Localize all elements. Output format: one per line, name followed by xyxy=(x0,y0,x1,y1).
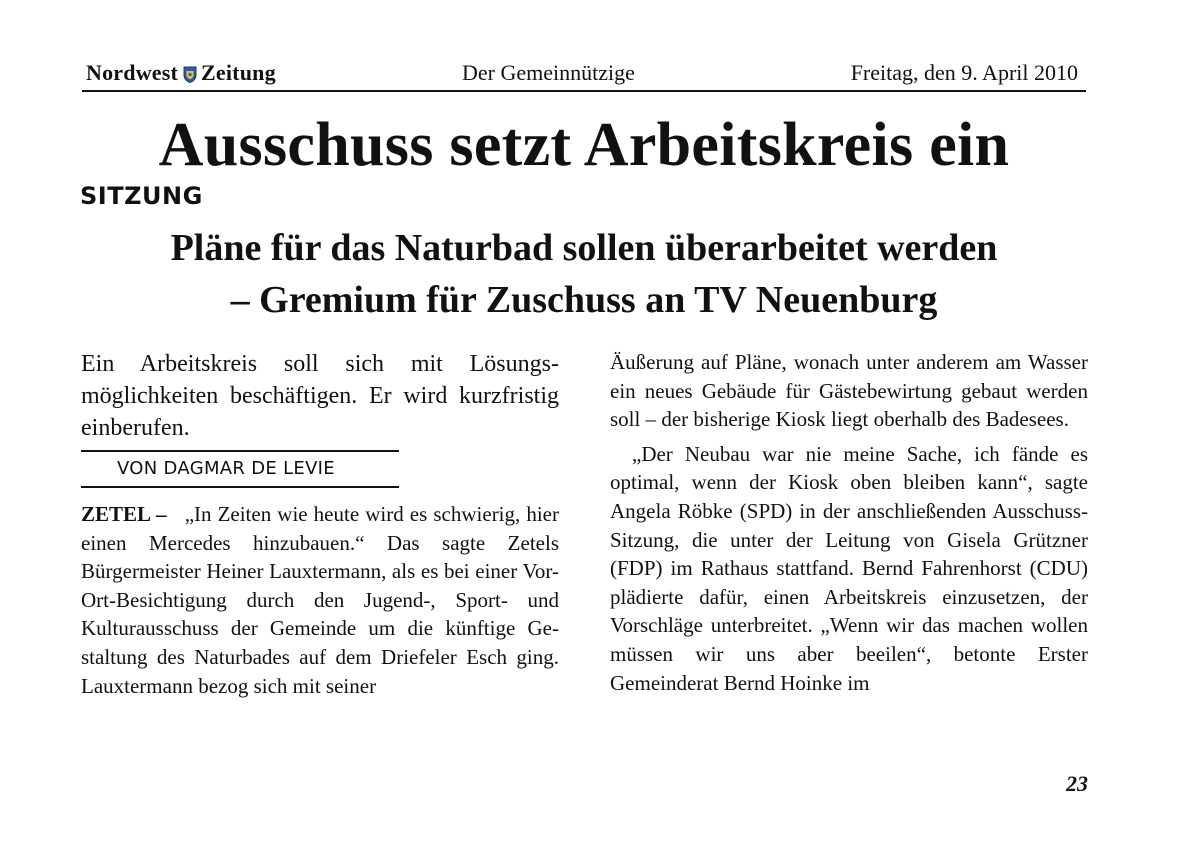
body-paragraph: Äußerung auf Pläne, wonach unter anderem am Wasser ein neues Gebäude für Gästebewirtung gebaut werden soll – der bisherige Kiosk liegt oberhalb des Badesees. xyxy=(610,350,1088,432)
masthead xyxy=(86,60,276,86)
article-column-2 xyxy=(610,348,1088,697)
body-paragraph: „Der Neubau war nie meine Sache, ich fände es optimal, wenn der Kiosk oben bleiben kann“, sagte Angela Röbke (SPD) in der anschließenden Ausschuss-Sitzung, die unter der Leitung von Gisela Grützner (FDP) im Rathaus stattfand. Bernd Fahrenhorst (CDU) plädierte dafür, einen Arbeitskreis einzusetzen, der Vorschläge unterbreitet. „Wenn wir das machen wollen müssen wir uns aber beeilen“, betonte Erster Gemeinderat Bernd Hoinke im xyxy=(610,441,1088,695)
page-number: 23 xyxy=(1066,771,1088,796)
kicker: SITZUNG xyxy=(80,182,203,210)
coat-of-arms-icon xyxy=(183,66,197,83)
body-paragraph-text: „In Zeiten wie heute wird es schwierig, hier einen Mercedes hinzubauen.“ Das sagte Zetels Bürgermeister Heiner Lauxtermann, als es bei einer Vor-Ort-Besichtigung durch den Jugend-, Sport- und Kulturausschuss der Gemeinde um die künftige Gestaltung des Naturbades auf dem Driefeler Esch ging. Lauxtermann bezog sich mit seiner xyxy=(81,502,559,698)
subheadline-line-1: Pläne für das Naturbad sollen überarbeitet werden xyxy=(170,227,998,269)
masthead-left: Nordwest xyxy=(86,60,179,85)
byline: VON DAGMAR DE LEVIE xyxy=(117,458,335,479)
issue-date: Freitag, den 9. April 2010 xyxy=(850,60,1078,85)
section-name: Der Gemeinnützige xyxy=(462,60,635,85)
dateline: ZETEL – xyxy=(81,502,167,526)
page-header xyxy=(82,56,1086,92)
lead-paragraph: Ein Arbeitskreis soll sich mit Lösungsmöglichkeiten beschäftigen. Er wird kurzfristig einberufen. xyxy=(81,351,559,441)
byline-rule-bottom xyxy=(81,486,399,488)
headline: Ausschuss setzt Arbeitskreis ein xyxy=(158,111,1010,179)
masthead-right: Zeitung xyxy=(201,60,276,85)
subheadline xyxy=(82,222,1086,326)
article-column-1 xyxy=(81,348,559,700)
subheadline-line-2: – Gremium für Zuschuss an TV Neuenburg xyxy=(230,279,938,321)
body-paragraph xyxy=(81,500,559,700)
